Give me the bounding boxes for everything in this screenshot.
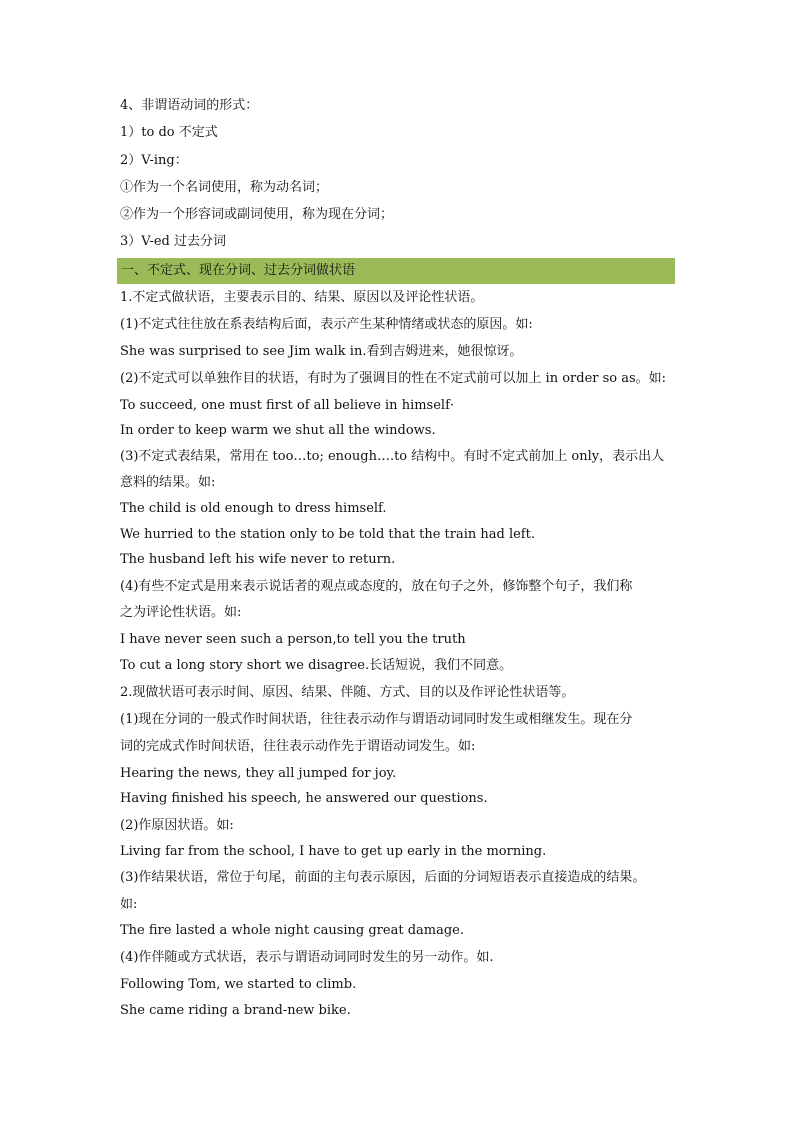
example-sentence: To cut a long story short we disagree.长话短说，我们不同意。 (120, 658, 513, 673)
paragraph-line: 2.现做状语可表示时间、原因、结果、伴随、方式、目的以及作评论性状语等。 (120, 685, 575, 700)
example-sentence: I have never seen such a person,to tell you the truth (120, 632, 466, 647)
example-sentence: The child is old enough to dress himself. (120, 501, 387, 516)
paragraph-line: (2)不定式可以单独作目的状语，有时为了强调目的性在不定式前可以加上 in order so as。如: (120, 371, 667, 386)
nonfinite-forms-heading: 4、非谓语动词的形式： (120, 98, 259, 113)
section-heading-banner (117, 258, 675, 284)
gerund-subitem: ①作为一个名词使用，称为动名词； (120, 180, 329, 195)
paragraph-line: (4)作伴随或方式状语，表示与谓语动词同时发生的另一动作。如. (120, 950, 494, 965)
section-heading: 一、不定式、现在分词、过去分词做状语 (121, 263, 356, 278)
to-do-item: 1）to do 不定式 (120, 125, 218, 140)
example-sentence: To succeed, one must first of all believe in himself· (120, 398, 455, 413)
example-sentence: She came riding a brand-new bike. (120, 1003, 351, 1018)
paragraph-line: 词的完成式作时间状语，往往表示动作先于谓语动词发生。如: (120, 739, 476, 754)
paragraph-line: (3)作结果状语，常位于句尾，前面的主句表示原因，后面的分词短语表示直接造成的结果。 (120, 870, 646, 885)
example-sentence: The fire lasted a whole night causing great damage. (120, 923, 464, 938)
paragraph-line: (1)现在分词的一般式作时间状语，往往表示动作与谓语动词同时发生或相继发生。现在分 (120, 712, 633, 727)
v-ing-item: 2）V-ing： (120, 153, 188, 168)
example-sentence: Following Tom, we started to climb. (120, 977, 357, 992)
paragraph-line: (4)有些不定式是用来表示说话者的观点或态度的，放在句子之外，修饰整个句子，我们称 (120, 579, 633, 594)
example-sentence: Hearing the news, they all jumped for joy. (120, 766, 397, 781)
paragraph-line: (3)不定式表结果，常用在 too…to; enough….to 结构中。有时不定式前加上 only，表示出人 (120, 449, 665, 464)
paragraph-line: 意料的结果。如: (120, 475, 216, 490)
example-sentence: We hurried to the station only to be told that the train had left. (120, 527, 535, 542)
paragraph-line: (2)作原因状语。如: (120, 818, 234, 833)
example-sentence: Having finished his speech, he answered our questions. (120, 791, 488, 806)
example-sentence: The husband left his wife never to return. (120, 552, 396, 567)
paragraph-line: 如: (120, 897, 138, 912)
v-ed-item: 3）V-ed 过去分词 (120, 234, 227, 249)
example-sentence: She was surprised to see Jim walk in.看到吉姆进来，她很惊讶。 (120, 344, 523, 359)
paragraph-line: 1.不定式做状语，主要表示目的、结果、原因以及评论性状语。 (120, 290, 484, 305)
paragraph-line: (1)不定式往往放在系表结构后面，表示产生某种情绪或状态的原因。如: (120, 317, 533, 332)
example-sentence: Living far from the school, I have to get up early in the morning. (120, 844, 547, 859)
paragraph-line: 之为评论性状语。如: (120, 605, 242, 620)
present-participle-subitem: ②作为一个形容词或副词使用，称为现在分词； (120, 207, 394, 222)
example-sentence: In order to keep warm we shut all the windows. (120, 423, 436, 438)
